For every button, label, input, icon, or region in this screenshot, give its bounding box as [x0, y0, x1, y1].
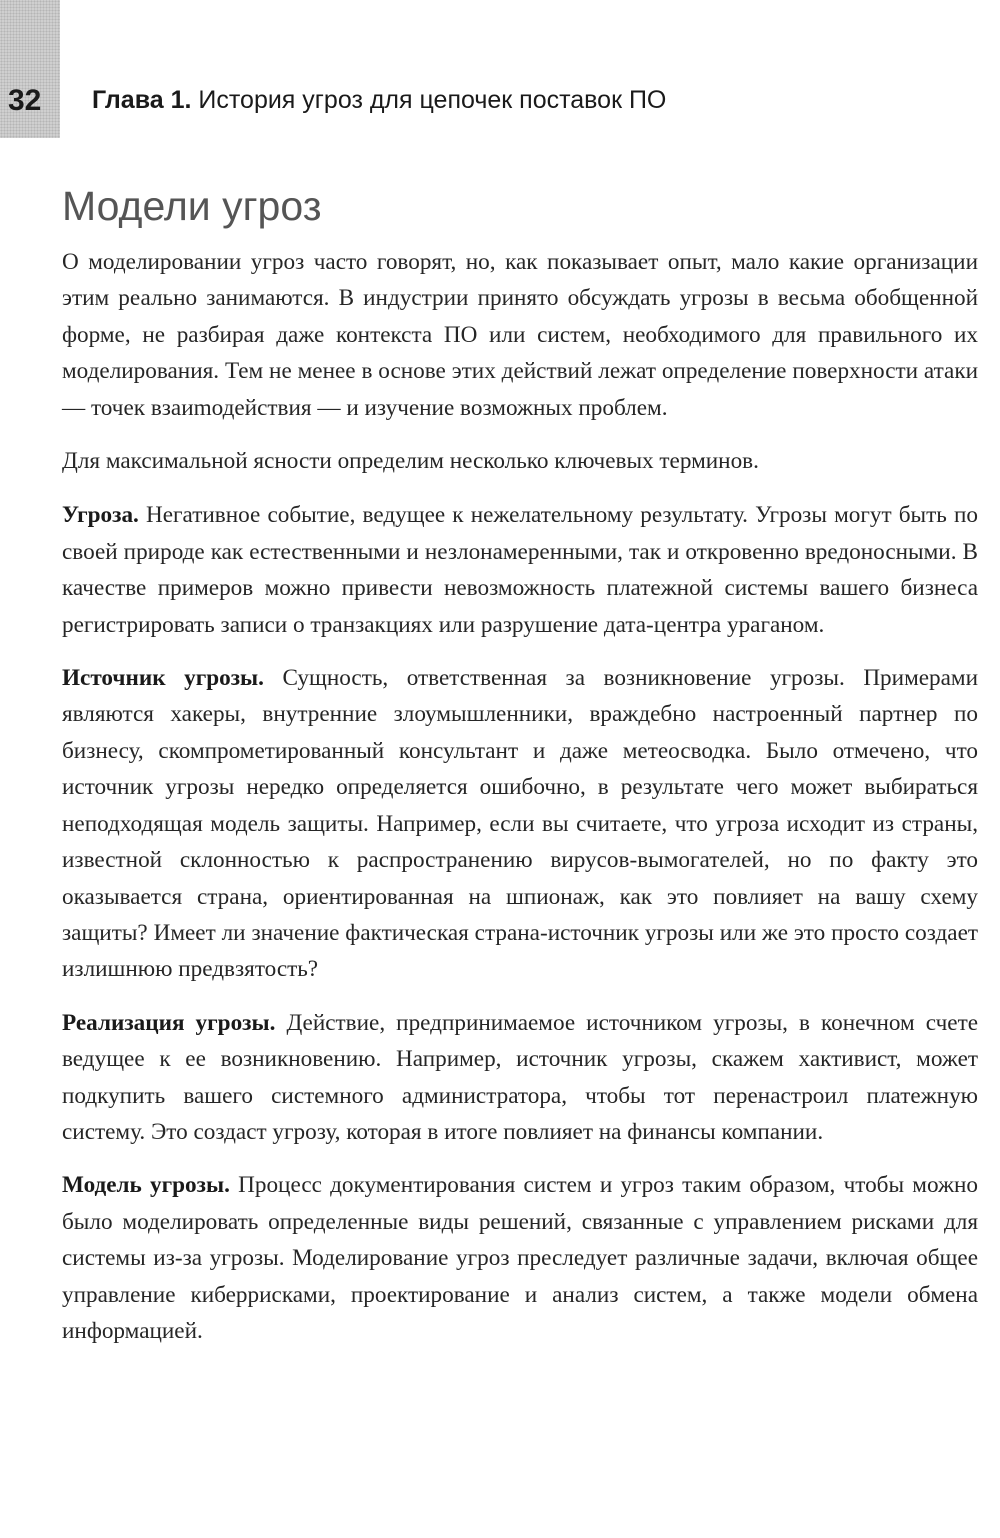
definition-threat — [62, 497, 978, 643]
definition-text: Негативное событие, ведущее к нежелательному результату. Угрозы могут быть по своей природе как естественными и незлонамеренными, так и откровенно вредоносными. В качестве примеров можно привести невозможность платежной системы вашего бизнеса регистрировать записи о транзакциях или разрушение дата-центра ураганом. — [62, 502, 978, 638]
definition-threat-model — [62, 1167, 978, 1349]
terms-intro-paragraph: Для максимальной ясности определим несколько ключевых терминов. — [62, 448, 759, 475]
intro-paragraph: О моделировании угроз часто говорят, но, как показывает опыт, мало какие организации этим реально занимаются. В индустрии принято обсуждать угрозы в весьма обобщенной форме, не разбирая даже контекста ПО или систем, необходимого для правильного их моделирования. Тем не менее в основе этих действий лежат определение поверхности атаки — точек взаиmодействия — и изучение возможных проблем. — [62, 249, 978, 421]
definition-term: Источник угрозы. — [62, 665, 264, 692]
definition-text: Процесс документирования систем и угроз таким образом, чтобы можно было моделировать определенные виды решений, связанные с управлением рисками для системы из-за угрозы. Моделирование угроз преследует различные задачи, включая общее управление киберрисками, проектирование и анализ систем, а также модели обмена информацией. — [62, 1172, 978, 1344]
definition-threat-source — [62, 660, 978, 988]
definition-text: Сущность, ответственная за возникновение угрозы. Примерами являются хакеры, внутренние злоумышленники, враждебно настроенный партнер по бизнесу, скомпрометированный консультант и даже метеосводка. Было отмечено, что источник угрозы нередко определяется ошибочно, в результате чего может выбираться неподходящая модель защиты. Например, если вы считаете, что угроза исходит из страны, известной склонностью к распространению вирусов-вымогателей, но по факту это оказывается страна, ориентированная на шпионаж, как это повлияет на вашу схему защиты? Имеет ли значение фактическая страна-источник угрозы или же это просто создает излишнюю предвзятость? — [62, 665, 978, 983]
body-text — [62, 244, 978, 1366]
definition-term: Модель угрозы. — [62, 1172, 230, 1199]
chapter-label: Глава 1. — [92, 86, 192, 114]
definition-term: Реализация угрозы. — [62, 1009, 276, 1036]
page-number: 32 — [8, 84, 42, 117]
section-title: Модели угроз — [62, 183, 322, 229]
definition-text: Действие, предпринимаемое источником угрозы, в конечном счете ведущее к ее возникновению. Например, источник угрозы, скажем хактивист, может подкупить вашего системного администратора, чтобы тот перенастроил платежную систему. Это создаст угрозу, которая в итоге повлияет на финансы компании. — [62, 1009, 978, 1145]
definition-threat-event — [62, 1005, 978, 1151]
definition-term: Угроза. — [62, 502, 139, 529]
chapter-title: История угроз для цепочек поставок ПО — [191, 86, 667, 114]
running-header — [92, 86, 666, 115]
